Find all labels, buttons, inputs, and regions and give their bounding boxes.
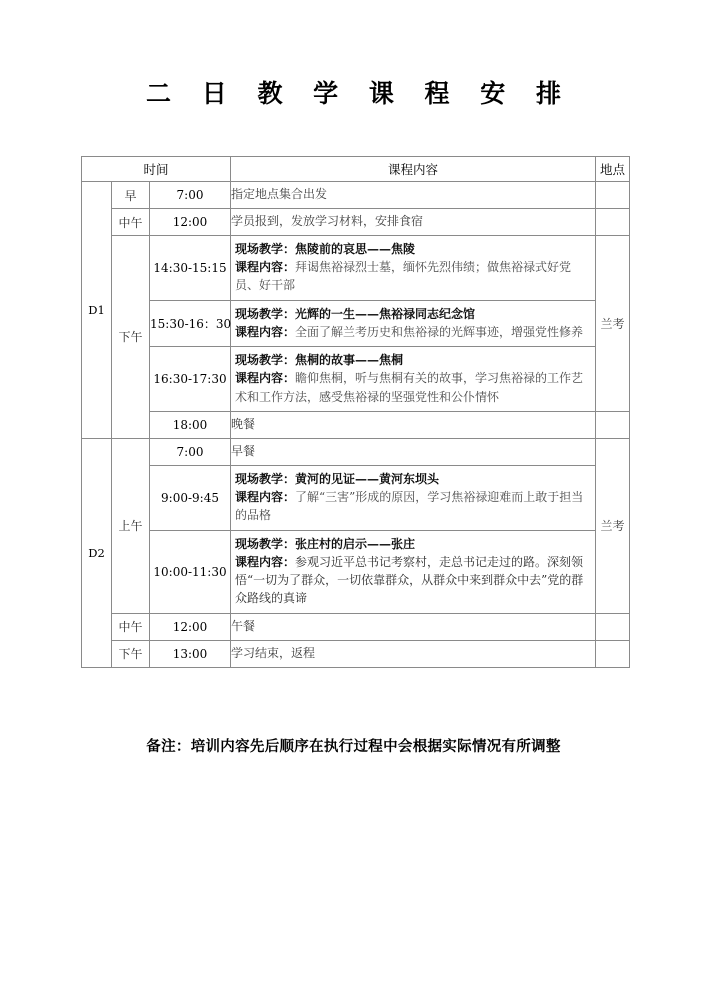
page-title: 二 日 教 学 课 程 安 排 [146, 79, 572, 108]
part-label-d1-noon: 中午 [112, 209, 150, 236]
course-label: 课程内容： [235, 371, 296, 386]
part-label-d1-early: 早 [112, 182, 150, 209]
time-d2-r1: 7:00 [150, 438, 231, 465]
session-title-line [235, 470, 593, 488]
time-d2-s1: 9:00-9:45 [150, 465, 231, 530]
content-d1-r2: 学员报到，发放学习材料，安排食宿 [231, 209, 596, 236]
content-d2-s2 [231, 530, 596, 613]
table-row [82, 182, 630, 209]
content-d1-r3: 晚餐 [231, 411, 596, 438]
course-label: 课程内容： [235, 554, 296, 569]
content-d1-s1 [231, 236, 596, 301]
session-body-line [235, 323, 593, 341]
session-title: 张庄村的启示——张庄 [295, 536, 416, 551]
table-row [82, 465, 630, 530]
onsite-label: 现场教学： [235, 242, 296, 256]
session-body-line [235, 553, 593, 608]
place-d1-r3 [596, 411, 630, 438]
table-row [82, 613, 630, 640]
content-d2-r1: 早餐 [231, 438, 596, 465]
place-d2-r2 [596, 613, 630, 640]
table-row [82, 411, 630, 438]
content-d2-r2: 午餐 [231, 613, 596, 640]
header-content: 课程内容 [231, 157, 596, 182]
session-body: 全面了解兰考历史和焦裕禄的光辉事迹，增强党性修养 [295, 324, 584, 339]
course-label: 课程内容： [235, 324, 296, 339]
place-d2: 兰考 [596, 438, 630, 613]
table-row [82, 530, 630, 613]
place-d1: 兰考 [596, 236, 630, 412]
table-row [82, 347, 630, 412]
session-title-line [235, 240, 593, 258]
table-row [82, 438, 630, 465]
content-d1-s3 [231, 347, 596, 412]
table-row [82, 640, 630, 667]
content-d1-r1: 指定地点集合出发 [231, 182, 596, 209]
table-header-row [82, 157, 630, 182]
session-body-line [235, 488, 593, 524]
session-title-line [235, 535, 593, 553]
time-d1-s2: 15:30-16：30 [150, 300, 231, 346]
time-d2-r3: 13:00 [150, 640, 231, 667]
part-label-d2-afternoon: 下午 [112, 640, 150, 667]
content-d1-s2 [231, 300, 596, 346]
session-title-line [235, 351, 593, 369]
table-row [82, 236, 630, 301]
header-time: 时间 [82, 157, 231, 182]
part-label-d1-afternoon: 下午 [112, 236, 150, 439]
session-body: 了解“三害”形成的原因，学习焦裕禄迎难而上敢于担当的品格 [235, 490, 584, 523]
time-d1-r2: 12:00 [150, 209, 231, 236]
onsite-label: 现场教学： [235, 536, 296, 551]
session-body: 拜谒焦裕禄烈士墓，缅怀先烈伟绩；做焦裕禄式好党员、好干部 [235, 260, 572, 293]
course-label: 课程内容： [235, 260, 296, 275]
part-label-d2-noon: 中午 [112, 613, 150, 640]
footer-note: 备注：培训内容先后顺序在执行过程中会根据实际情况有所调整 [146, 738, 561, 755]
place-d1-r2 [596, 209, 630, 236]
onsite-label: 现场教学： [235, 306, 296, 321]
session-body: 瞻仰焦桐，听与焦桐有关的故事，学习焦裕禄的工作艺术和工作方法，感受焦裕禄的坚强党性和公仆情怀 [235, 371, 584, 404]
content-d2-s1 [231, 465, 596, 530]
session-title-line [235, 305, 593, 323]
session-title: 黄河的见证——黄河东坝头 [295, 471, 440, 486]
schedule-table [81, 156, 630, 668]
place-d2-r3 [596, 640, 630, 667]
session-body-line [235, 258, 593, 294]
session-title: 焦桐的故事——焦桐 [295, 353, 404, 368]
onsite-label: 现场教学： [235, 471, 296, 486]
time-d1-s1: 14:30-15:15 [150, 236, 231, 301]
table-row [82, 209, 630, 236]
session-body: 参观习近平总书记考察村，走总书记走过的路。深刻领悟“一切为了群众，一切依靠群众，从群众中来到群众中去”党的群众路线的真谛 [235, 554, 584, 606]
header-place: 地点 [596, 157, 630, 182]
time-d1-r3: 18:00 [150, 411, 231, 438]
table-row [82, 300, 630, 346]
part-label-d2-morning: 上午 [112, 438, 150, 613]
course-label: 课程内容： [235, 490, 296, 505]
onsite-label: 现场教学： [235, 353, 296, 368]
day-label-d2: D2 [82, 438, 112, 667]
schedule-table-wrapper [81, 156, 629, 668]
place-d1-r1 [596, 182, 630, 209]
day-label-d1: D1 [82, 182, 112, 439]
time-d1-r1: 7:00 [150, 182, 231, 209]
session-body-line [235, 369, 593, 405]
time-d2-s2: 10:00-11:30 [150, 530, 231, 613]
session-title: 焦陵前的哀思——焦陵 [295, 242, 416, 256]
content-d2-r3: 学习结束，返程 [231, 640, 596, 667]
time-d1-s3: 16:30-17:30 [150, 347, 231, 412]
session-title: 光辉的一生——焦裕禄同志纪念馆 [295, 306, 476, 321]
time-d2-r2: 12:00 [150, 613, 231, 640]
